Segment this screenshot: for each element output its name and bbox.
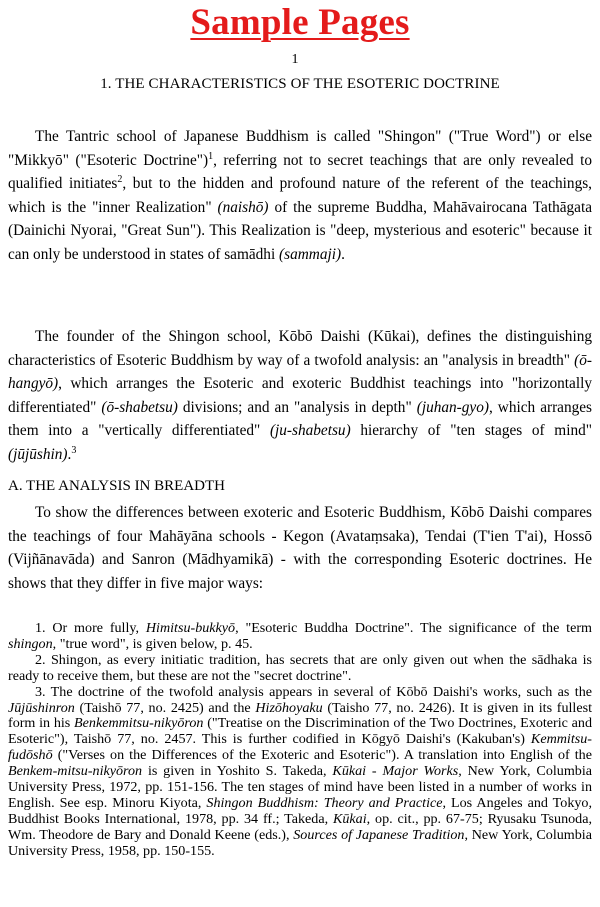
p2-term-2: (ō-shabetsu)	[101, 398, 178, 416]
fn3-t8: Kūkai	[332, 810, 367, 827]
footnote-1	[8, 621, 592, 653]
footnote-3	[8, 685, 592, 860]
fn3-e: ("Verses on the Differences of the Exoteric and Esoteric"). A translation into English of the	[52, 747, 592, 764]
sample-pages-banner	[0, 1, 600, 44]
fn1-t2: shingon	[8, 635, 53, 652]
page-number: 1	[291, 52, 299, 67]
fn3-t2: Hizōhoyaku	[255, 699, 323, 716]
p2-text-d: , which arranges them into a "vertically differentiated"	[8, 398, 592, 440]
footnotes	[8, 621, 592, 860]
p1-text-c: , but to the hidden and profound nature of the referent of the teachings, which is the "inner Realization"	[8, 175, 592, 216]
p2-text-b: , which arranges the Esoteric and exoteric Buddhist teachings into "horizontally differentiated"	[8, 375, 592, 416]
p2-text-f: .	[67, 445, 72, 463]
fn3-a: 3. The doctrine of the twofold analysis appears in several of Kōbō Daishi's works, such as the	[35, 683, 592, 700]
fn3-i: , op. cit., pp. 67-75; Ryusaku Tsunoda, Wm. Theodore de Bary and Donald Keene (eds.),	[8, 810, 593, 843]
p2-term-1: (ō-hangyō)	[8, 351, 592, 393]
fn3-t7: Shingon Buddhism: Theory and Practice	[206, 794, 443, 811]
section-heading: A. THE ANALYSIS IN BREADTH	[8, 478, 225, 494]
fn3-b: (Taishō 77, no. 2425) and the	[74, 699, 256, 716]
fn3-h: , Los Angeles and Tokyo, Buddhist Books International, 1978, pp. 34 ff.; Takeda,	[8, 794, 593, 827]
fn3-f: is given in Yoshito S. Takeda,	[142, 763, 333, 780]
p1-text-e: .	[341, 245, 345, 263]
fn1-a: 1. Or more fully,	[35, 620, 146, 636]
fn3-g: , New York, Columbia University Press, 1972, pp. 151-156. The ten stages of mind have been listed in a number of works in English. See esp. Minoru Kiyota,	[8, 763, 593, 811]
footnote-ref-3: 3	[71, 444, 77, 456]
fn3-t5: Benkem-mitsu-nikyōron	[8, 763, 143, 780]
footnote-ref-1: 1	[208, 150, 214, 162]
fn3-t4: Kemmitsu-fudōshō	[8, 731, 592, 764]
p1-text-d: of the supreme Buddha, Mahāvairocana Tathāgata (Dainichi Nyorai, "Great Sun"). This Realization is "deep, mysterious and esoteric" because it can only be understood in states of samādhi	[8, 198, 592, 263]
p3-text: To show the differences between exoteric and Esoteric Buddhism, Kōbō Daishi compares the teachings of four Mahāyāna schools - Kegon (Avataṃsaka), Tendai (T'ien T'ai), Hossō (Vijñānavāda) and Sanron (Mādhyamikā) - with the corresponding Esoteric doctrines. He shows that they differ in five major ways:	[8, 504, 592, 592]
footnote-ref-2: 2	[117, 174, 123, 186]
chapter-title: 1. THE CHARACTERISTICS OF THE ESOTERIC DOCTRINE	[100, 76, 500, 92]
p2-text-e: hierarchy of "ten stages of mind"	[350, 422, 592, 440]
p1-term-naisho: (naishō)	[217, 198, 269, 216]
paragraph-3	[8, 501, 592, 595]
fn3-j: , New York, Columbia University Press, 1958, pp. 150-155.	[8, 826, 592, 859]
paragraph-1	[8, 125, 592, 267]
paragraph-2	[8, 325, 592, 467]
fn1-t1: Himitsu-bukkyō	[145, 620, 236, 636]
fn3-t1: Jūjūshinron	[8, 699, 75, 716]
footnote-2: 2. Shingon, as every initiatic tradition, has secrets that are only given out when the sādhaka is ready to receive them, but these are not the "secret doctrine".	[8, 651, 592, 684]
fn3-t6: Kūkai - Major Works	[332, 763, 459, 780]
p1-text-b: , referring not to secret teachings that are only revealed to qualified initiates	[8, 151, 592, 193]
fn3-d: ("Treatise on the Discrimination of the Two Doctrines, Exoteric and Esoteric"), Taishō 77, no. 2457. This is further codified in Kōgyō Daishi's (Kakuban's)	[8, 715, 592, 748]
fn1-b: , "Esoteric Buddha Doctrine". The significance of the term	[235, 620, 592, 636]
fn1-c: , "true word", is given below, p. 45.	[52, 635, 253, 652]
p2-text-a: The founder of the Shingon school, Kōbō Daishi (Kūkai), defines the distinguishing characteristics of Esoteric Buddhism by way of a twofold analysis: an "analysis in breadth"	[8, 328, 592, 369]
fn3-t3: Benkemmitsu-nikyōron	[74, 715, 204, 732]
p1-term-sammaji: (sammaji)	[279, 245, 342, 263]
p2-term-5: (jūjūshin)	[8, 445, 68, 463]
p1-text-a: The Tantric school of Japanese Buddhism is called "Shingon" ("True Word") or else "Mikkyō" ("Esoteric Doctrine")	[8, 128, 592, 169]
banner-text: Sample Pages	[190, 2, 410, 43]
p2-text-c: divisions; and an "analysis in depth"	[177, 398, 417, 416]
fn3-t9: Sources of Japanese Tradition	[293, 826, 465, 843]
p2-term-3: (juhan-gyo)	[416, 398, 489, 416]
p2-term-4: (ju-shabetsu)	[269, 422, 351, 440]
fn3-c: (Taisho 77, no. 2426). It is given in its fullest form in his	[8, 699, 592, 732]
